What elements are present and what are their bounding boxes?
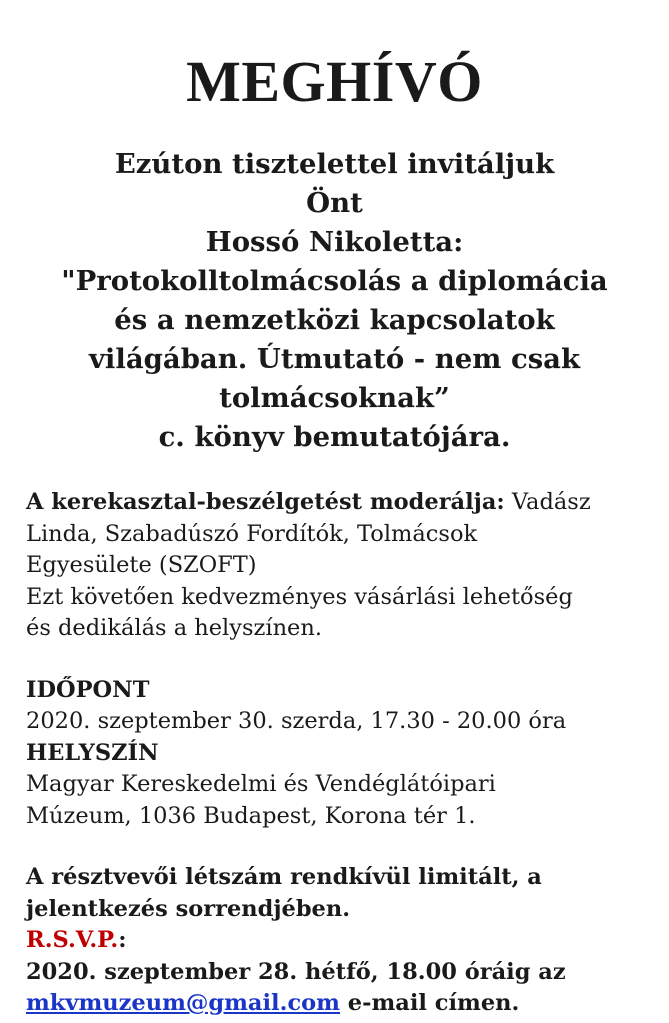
book-title-line: világában. Útmutató - nem csak (88, 343, 581, 375)
invitation-intro (26, 145, 643, 457)
moderator-line (26, 487, 643, 519)
book-title-line: "Protokolltolmácsolás a diplomácia (61, 265, 608, 297)
moderator-section (26, 487, 643, 645)
time-venue-section (26, 675, 643, 833)
time-value: 2020. szeptember 30. szerda, 17.30 - 20.00 óra (26, 708, 567, 734)
moderator-line: Linda, Szabadúszó Fordítók, Tolmácsok (26, 520, 478, 547)
email-link[interactable]: mkvmuzeum@gmail.com (26, 990, 340, 1016)
author-line: Hossó Nikoletta: (205, 226, 464, 258)
email-suffix: e-mail címen. (339, 990, 520, 1016)
email-line (26, 988, 643, 1020)
intro-line: Ezúton tisztelettel invitáljuk (114, 148, 555, 180)
signing-note: Ezt követően kedvezményes vásárlási lehetőség (26, 583, 573, 610)
book-title-line: és a nemzetközi kapcsolatok (114, 304, 555, 336)
registration-section (26, 862, 643, 1020)
time-heading: IDŐPONT (26, 676, 150, 703)
venue-line: Múzeum, 1036 Budapest, Korona tér 1. (26, 802, 476, 829)
moderator-name: Vadász (511, 489, 591, 515)
intro-line: c. könyv bemutatójára. (158, 421, 511, 453)
venue-line: Magyar Kereskedelmi és Vendéglátóipari (26, 771, 496, 797)
signing-note: és dedikálás a helyszínen. (26, 615, 323, 641)
venue-heading: HELYSZÍN (26, 739, 159, 766)
book-title-line: tolmácsoknak” (219, 382, 450, 414)
page-title: MEGHÍVÓ (186, 49, 483, 114)
rsvp-label: R.S.V.P. (26, 927, 119, 953)
registration-note: jelentkezés sorrendjében. (26, 895, 351, 922)
rsvp-colon: : (118, 927, 127, 953)
moderator-line: Egyesülete (SZOFT) (26, 552, 257, 578)
intro-line: Önt (306, 187, 363, 219)
moderator-label: A kerekasztal-beszélgetést moderálja: (26, 489, 505, 515)
rsvp-line (26, 925, 643, 957)
registration-note: A résztvevői létszám rendkívül limitált, a (26, 864, 542, 890)
rsvp-deadline: 2020. szeptember 28. hétfő, 18.00 óráig az (26, 958, 566, 985)
